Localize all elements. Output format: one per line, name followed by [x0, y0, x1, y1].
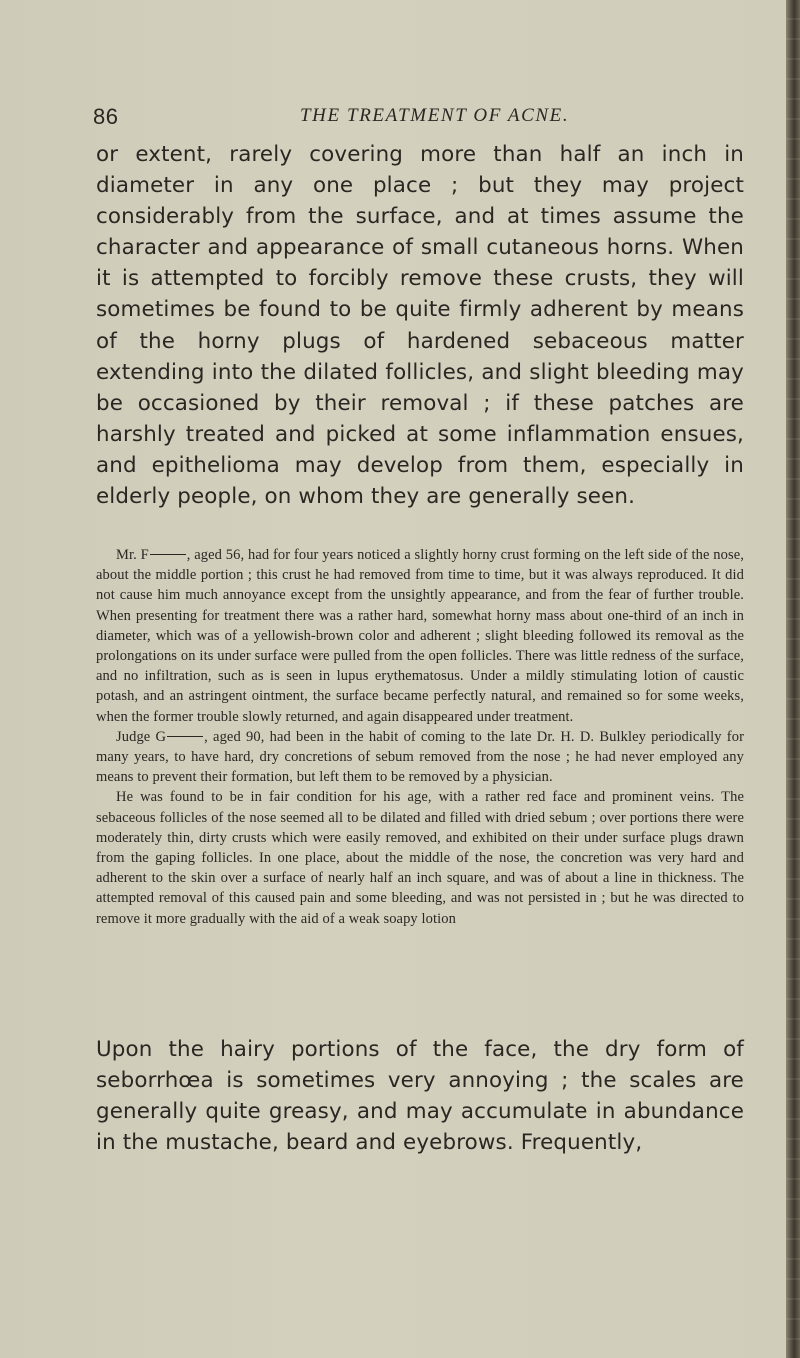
- case-reports: [96, 545, 744, 929]
- page-number: 86: [93, 104, 119, 129]
- body-paragraph: or extent, rarely covering more than half an inch in diameter in any one place ; but they may project considerably from the surface, and at times assume the character and appearance of small cutaneous horns. When it is attempted to forcibly remove these crusts, they will sometimes be found to be quite firmly adherent by means of the horny plugs of hardened sebaceous matter extending into the dilated follicles, and slight bleeding may be occasioned by their removal ; if these patches are harshly treated and picked at some inflammation ensues, and epithelioma may develop from them, especially in elderly people, on whom they are generally seen.: [96, 142, 744, 510]
- body-paragraph-final: Upon the hairy portions of the face, the dry form of seborrhœa is sometimes very annoying ; the scales are generally quite greasy, and may accumulate in abundance in the mustache, beard and eyebrows. Frequently,: [96, 1037, 744, 1156]
- name-dash: [150, 554, 186, 555]
- case-report-judge-g: [96, 727, 744, 788]
- patient-name: Mr. F: [116, 547, 149, 563]
- patient-name: Judge G: [116, 728, 167, 745]
- running-title: THE TREATMENT OF ACNE.: [300, 105, 570, 126]
- case-text: , aged 90, had been in the habit of coming to the late Dr. H. D. Bulkley periodically for many years, to have hard, dry concretions of sebum removed from the nose ; he had never employed any means to prevent their formation, but left them to be removed by a physician.: [96, 728, 745, 786]
- case-report-continuation: He was found to be in fair condition for his age, with a rather red face and prominent veins. The sebaceous follicles of the nose seemed all to be dilated and filled with dried sebum ; over portions there were moderately thin, dirty crusts which were easily removed, and exhibited on their under surface plugs drawn from the gaping follicles. In one place, about the middle of the nose, the concretion was very hard and adherent to the skin over a surface of nearly half an inch square, and was of about a line in thickness. The attempted removal of this caused pain and some bleeding, and was not persisted in ; but he was directed to remove it more gradually with the aid of a weak soapy lotion: [96, 789, 744, 927]
- name-dash: [167, 736, 203, 737]
- page-edge: [786, 0, 800, 1358]
- case-report-mr-f: [96, 545, 744, 727]
- running-head: [93, 104, 733, 134]
- case-text: , aged 56, had for four years noticed a slightly horny crust forming on the left side of the nose, about the middle portion ; this crust he had removed from time to time, but it was always reproduced. It did not cause him much annoyance except from the unsightly appearance, and from the fear of further trouble. When presenting for treatment there was a rather hard, somewhat horny mass about one-third of an inch in diameter, which was of a yellowish-brown color and adherent ; slight bleeding followed its removal as the prolongations on its under surface were pulled from the open follicles. There was little redness of the surface, and no infiltration, such as is seen in lupus erythematosus. Under a mildly stimulating lotion of caustic potash, and an astringent ointment, the surface became perfectly natural, and remained so for some weeks, when the former trouble slowly returned, and again disappeared under treatment.: [96, 547, 744, 725]
